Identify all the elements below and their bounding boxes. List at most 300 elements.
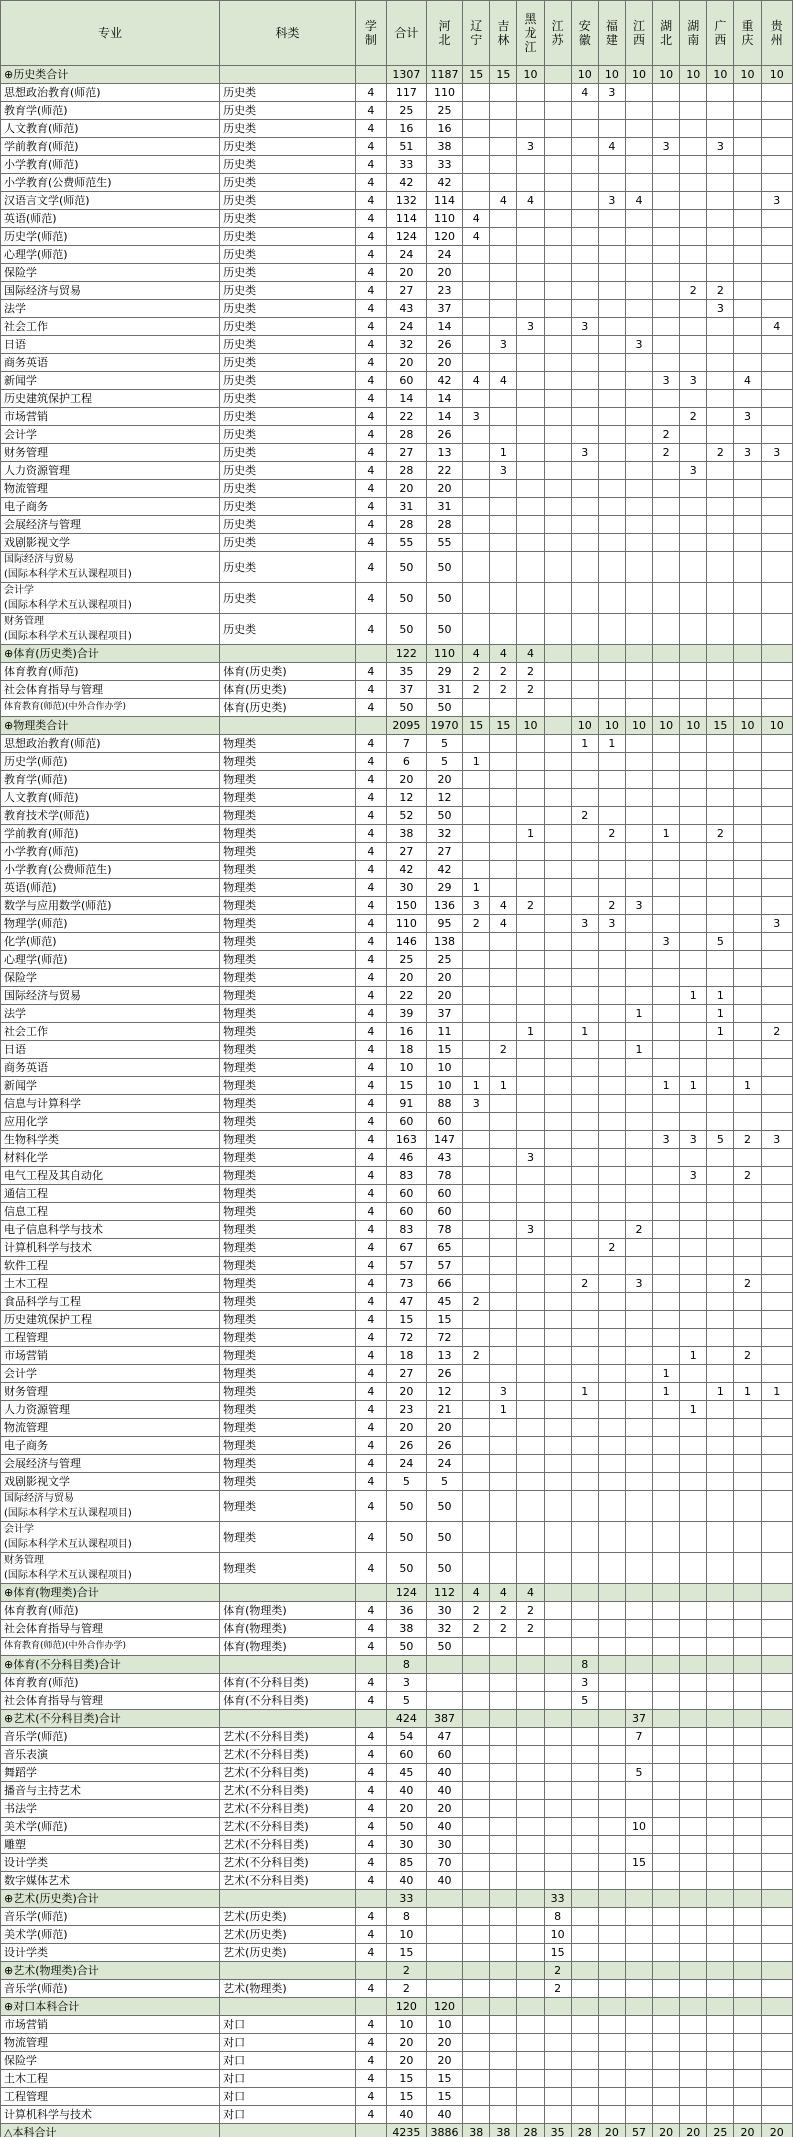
province-quota-cell <box>463 120 490 138</box>
major-cell: 思想政治教育(师范) <box>1 735 220 753</box>
province-quota-cell <box>680 1998 707 2016</box>
province-quota-cell: 26 <box>426 426 463 444</box>
category-cell: 物理类 <box>220 1113 356 1131</box>
province-quota-cell: 33 <box>426 156 463 174</box>
province-quota-cell <box>571 552 598 583</box>
province-quota-cell <box>463 1656 490 1674</box>
province-quota-cell: 10 <box>625 717 652 735</box>
province-quota-cell <box>653 1872 680 1890</box>
province-quota-cell: 10 <box>571 66 598 84</box>
province-quota-cell: 1 <box>734 1383 761 1401</box>
province-quota-cell <box>734 753 761 771</box>
province-quota-cell <box>761 1005 792 1023</box>
total-cell: 46 <box>387 1149 427 1167</box>
province-quota-cell: 47 <box>426 1728 463 1746</box>
province-quota-cell: 25 <box>426 951 463 969</box>
table-row <box>1 843 793 861</box>
province-quota-cell <box>490 1167 517 1185</box>
province-quota-cell: 20 <box>426 2034 463 2052</box>
years-cell: 4 <box>355 1944 386 1962</box>
years-cell: 4 <box>355 102 386 120</box>
province-quota-cell <box>680 1365 707 1383</box>
years-cell: 4 <box>355 1728 386 1746</box>
province-quota-cell <box>517 789 544 807</box>
province-quota-cell: 29 <box>426 879 463 897</box>
province-quota-cell <box>707 264 734 282</box>
province-quota-cell <box>653 174 680 192</box>
province-quota-cell <box>490 771 517 789</box>
province-quota-cell <box>625 156 652 174</box>
major-cell: 市场营销 <box>1 408 220 426</box>
province-quota-cell: 42 <box>426 861 463 879</box>
table-row <box>1 681 793 699</box>
province-quota-cell <box>761 699 792 717</box>
province-quota-cell <box>544 1059 571 1077</box>
table-row <box>1 1872 793 1890</box>
province-quota-cell <box>571 246 598 264</box>
province-quota-cell <box>761 1980 792 1998</box>
province-quota-cell <box>734 897 761 915</box>
province-quota-cell <box>653 861 680 879</box>
province-quota-cell: 2 <box>463 681 490 699</box>
province-quota-cell <box>544 264 571 282</box>
province-quota-cell <box>707 915 734 933</box>
category-cell: 历史类 <box>220 498 356 516</box>
province-quota-cell <box>761 1926 792 1944</box>
province-quota-cell <box>653 1980 680 1998</box>
province-quota-cell <box>544 843 571 861</box>
province-quota-cell <box>734 2106 761 2124</box>
province-quota-cell <box>463 1005 490 1023</box>
province-quota-cell: 1 <box>653 1077 680 1095</box>
category-cell: 物理类 <box>220 1023 356 1041</box>
major-cell: 播音与主持艺术 <box>1 1782 220 1800</box>
province-quota-cell <box>761 1257 792 1275</box>
years-cell: 4 <box>355 1329 386 1347</box>
major-cell: 社会体育指导与管理 <box>1 681 220 699</box>
province-quota-cell <box>761 1401 792 1419</box>
province-quota-cell <box>653 951 680 969</box>
province-quota-cell <box>625 426 652 444</box>
province-quota-cell <box>625 1980 652 1998</box>
province-quota-cell <box>625 282 652 300</box>
province-quota-cell: 3 <box>598 84 625 102</box>
province-quota-cell <box>707 210 734 228</box>
province-quota-cell: 136 <box>426 897 463 915</box>
province-quota-cell <box>517 1553 544 1584</box>
province-quota-cell: 2 <box>598 1239 625 1257</box>
category-cell: 历史类 <box>220 102 356 120</box>
category-cell: 对口 <box>220 2034 356 2052</box>
province-quota-cell <box>463 1419 490 1437</box>
province-quota-cell <box>734 915 761 933</box>
category-cell: 物理类 <box>220 1365 356 1383</box>
province-quota-cell <box>680 1962 707 1980</box>
province-quota-cell <box>490 1365 517 1383</box>
province-quota-cell <box>517 1836 544 1854</box>
province-quota-cell <box>598 1221 625 1239</box>
province-quota-cell <box>544 1293 571 1311</box>
province-quota-cell <box>598 1728 625 1746</box>
years-cell <box>355 1710 386 1728</box>
province-quota-cell <box>571 480 598 498</box>
total-cell: 14 <box>387 390 427 408</box>
province-quota-cell <box>517 444 544 462</box>
province-quota-cell <box>653 735 680 753</box>
province-quota-cell <box>463 2034 490 2052</box>
province-quota-cell <box>598 516 625 534</box>
major-cell: 物流管理 <box>1 2034 220 2052</box>
province-quota-cell <box>734 1674 761 1692</box>
province-quota-cell <box>707 1998 734 2016</box>
province-quota-cell: 2 <box>707 282 734 300</box>
province-quota-cell <box>598 843 625 861</box>
province-quota-cell <box>761 753 792 771</box>
province-quota-cell <box>463 1854 490 1872</box>
table-row <box>1 1746 793 1764</box>
total-cell: 15 <box>387 1944 427 1962</box>
province-quota-cell <box>544 1023 571 1041</box>
years-cell: 4 <box>355 2088 386 2106</box>
province-quota-cell <box>734 2016 761 2034</box>
category-cell <box>220 717 356 735</box>
province-quota-cell <box>653 1419 680 1437</box>
major-cell: 美术学(师范) <box>1 1818 220 1836</box>
province-quota-cell <box>680 1185 707 1203</box>
years-cell: 4 <box>355 2070 386 2088</box>
province-quota-cell: 1 <box>734 1077 761 1095</box>
province-quota-cell: 10 <box>653 66 680 84</box>
province-quota-cell: 15 <box>426 1311 463 1329</box>
category-cell: 艺术(历史类) <box>220 1944 356 1962</box>
category-cell: 物理类 <box>220 1041 356 1059</box>
province-quota-cell <box>653 1836 680 1854</box>
province-quota-cell <box>544 614 571 645</box>
province-quota-cell <box>598 480 625 498</box>
province-quota-cell <box>544 426 571 444</box>
province-quota-cell: 28 <box>517 2124 544 2137</box>
province-quota-cell: 50 <box>426 614 463 645</box>
province-quota-cell <box>544 1656 571 1674</box>
category-cell: 艺术(不分科目类) <box>220 1764 356 1782</box>
province-quota-cell <box>598 879 625 897</box>
province-quota-cell <box>761 771 792 789</box>
province-quota-cell <box>653 1602 680 1620</box>
table-row <box>1 1455 793 1473</box>
province-quota-cell <box>571 156 598 174</box>
table-row <box>1 2106 793 2124</box>
province-quota-cell: 20 <box>680 2124 707 2137</box>
table-row <box>1 300 793 318</box>
province-quota-cell <box>680 951 707 969</box>
years-cell <box>355 66 386 84</box>
province-quota-cell <box>761 1656 792 1674</box>
province-quota-cell <box>571 462 598 480</box>
province-quota-cell: 2 <box>707 825 734 843</box>
province-quota-cell <box>490 1926 517 1944</box>
province-quota-cell <box>680 897 707 915</box>
total-cell: 2 <box>387 1980 427 1998</box>
province-quota-cell: 4 <box>571 84 598 102</box>
header-province: 辽宁 <box>463 1 490 66</box>
province-quota-cell <box>463 264 490 282</box>
province-quota-cell <box>517 1746 544 1764</box>
province-quota-cell <box>571 1203 598 1221</box>
province-quota-cell: 3 <box>517 1149 544 1167</box>
years-cell: 4 <box>355 1818 386 1836</box>
province-quota-cell <box>463 1149 490 1167</box>
province-quota-cell <box>707 1329 734 1347</box>
province-quota-cell: 2 <box>734 1131 761 1149</box>
province-quota-cell: 30 <box>426 1602 463 1620</box>
province-quota-cell <box>490 390 517 408</box>
province-quota-cell <box>653 1347 680 1365</box>
category-cell: 物理类 <box>220 789 356 807</box>
province-quota-cell <box>598 681 625 699</box>
province-quota-cell: 50 <box>426 552 463 583</box>
province-quota-cell <box>544 1455 571 1473</box>
years-cell: 4 <box>355 1185 386 1203</box>
table-row <box>1 825 793 843</box>
province-quota-cell: 2 <box>463 1620 490 1638</box>
province-quota-cell <box>734 1944 761 1962</box>
province-quota-cell <box>625 1203 652 1221</box>
province-quota-cell <box>734 282 761 300</box>
province-quota-cell <box>544 1185 571 1203</box>
province-quota-cell <box>707 426 734 444</box>
province-quota-cell <box>680 699 707 717</box>
province-quota-cell: 2 <box>625 1221 652 1239</box>
province-quota-cell <box>761 1800 792 1818</box>
province-quota-cell <box>707 1944 734 1962</box>
province-quota-cell: 43 <box>426 1149 463 1167</box>
province-quota-cell <box>761 897 792 915</box>
category-cell: 历史类 <box>220 246 356 264</box>
province-quota-cell <box>653 1239 680 1257</box>
province-quota-cell <box>707 1257 734 1275</box>
major-cell: 日语 <box>1 1041 220 1059</box>
major-cell: 生物科学类 <box>1 1131 220 1149</box>
years-cell: 4 <box>355 246 386 264</box>
province-quota-cell <box>707 102 734 120</box>
province-quota-cell: 10 <box>517 66 544 84</box>
province-quota-cell: 37 <box>426 1005 463 1023</box>
province-quota-cell <box>517 516 544 534</box>
province-quota-cell: 12 <box>426 1383 463 1401</box>
province-quota-cell <box>707 645 734 663</box>
province-quota-cell <box>571 771 598 789</box>
category-cell: 体育(物理类) <box>220 1620 356 1638</box>
category-cell: 历史类 <box>220 84 356 102</box>
province-quota-cell: 2 <box>761 1023 792 1041</box>
major-cell: 计算机科学与技术 <box>1 2106 220 2124</box>
category-cell: 物理类 <box>220 807 356 825</box>
province-quota-cell <box>598 583 625 614</box>
province-quota-cell <box>490 1746 517 1764</box>
province-quota-cell <box>680 1908 707 1926</box>
province-quota-cell <box>463 614 490 645</box>
province-quota-cell: 10 <box>426 2016 463 2034</box>
province-quota-cell <box>463 1890 490 1908</box>
province-quota-cell: 3 <box>707 138 734 156</box>
province-quota-cell: 1 <box>490 1401 517 1419</box>
province-quota-cell <box>734 825 761 843</box>
province-quota-cell <box>761 1620 792 1638</box>
province-quota-cell <box>707 1800 734 1818</box>
province-quota-cell <box>680 264 707 282</box>
province-quota-cell <box>598 1167 625 1185</box>
province-quota-cell <box>734 426 761 444</box>
province-quota-cell <box>707 390 734 408</box>
province-quota-cell: 4 <box>490 645 517 663</box>
province-quota-cell <box>463 498 490 516</box>
group-total-row <box>1 1962 793 1980</box>
province-quota-cell: 88 <box>426 1095 463 1113</box>
province-quota-cell <box>571 120 598 138</box>
province-quota-cell <box>598 390 625 408</box>
province-quota-cell: 10 <box>625 1818 652 1836</box>
category-cell <box>220 66 356 84</box>
province-quota-cell <box>653 1620 680 1638</box>
province-quota-cell: 1 <box>680 1347 707 1365</box>
province-quota-cell <box>734 174 761 192</box>
province-quota-cell: 15 <box>426 2070 463 2088</box>
total-cell: 124 <box>387 1584 427 1602</box>
table-row <box>1 282 793 300</box>
province-quota-cell <box>490 480 517 498</box>
province-quota-cell <box>490 735 517 753</box>
province-quota-cell: 2 <box>544 1962 571 1980</box>
province-quota-cell: 1 <box>598 735 625 753</box>
province-quota-cell: 20 <box>734 2124 761 2137</box>
total-cell: 83 <box>387 1167 427 1185</box>
province-quota-cell <box>734 645 761 663</box>
province-quota-cell <box>598 1980 625 1998</box>
province-quota-cell: 26 <box>426 336 463 354</box>
province-quota-cell <box>517 426 544 444</box>
major-cell: 小学教育(公费师范生) <box>1 174 220 192</box>
province-quota-cell <box>598 1908 625 1926</box>
province-quota-cell <box>598 318 625 336</box>
province-quota-cell <box>761 408 792 426</box>
province-quota-cell: 15 <box>490 66 517 84</box>
province-quota-cell <box>544 138 571 156</box>
province-quota-cell <box>517 843 544 861</box>
province-quota-cell: 3 <box>571 915 598 933</box>
province-quota-cell <box>598 1800 625 1818</box>
province-quota-cell <box>463 987 490 1005</box>
province-quota-cell <box>490 699 517 717</box>
province-quota-cell <box>463 1329 490 1347</box>
province-quota-cell <box>680 1113 707 1131</box>
header-province: 江苏 <box>544 1 571 66</box>
province-quota-cell <box>734 699 761 717</box>
province-quota-cell <box>761 583 792 614</box>
province-quota-cell <box>544 1257 571 1275</box>
province-quota-cell <box>571 1980 598 1998</box>
province-quota-cell <box>517 210 544 228</box>
province-quota-cell <box>734 462 761 480</box>
province-quota-cell <box>598 1710 625 1728</box>
category-cell: 物理类 <box>220 1221 356 1239</box>
province-quota-cell <box>517 614 544 645</box>
table-row <box>1 354 793 372</box>
category-cell: 历史类 <box>220 192 356 210</box>
province-quota-cell <box>571 102 598 120</box>
total-cell: 47 <box>387 1293 427 1311</box>
category-cell: 物理类 <box>220 969 356 987</box>
province-quota-cell <box>571 282 598 300</box>
category-cell: 体育(不分科目类) <box>220 1692 356 1710</box>
province-quota-cell: 2 <box>734 1275 761 1293</box>
years-cell: 4 <box>355 771 386 789</box>
category-cell: 物理类 <box>220 1167 356 1185</box>
province-quota-cell <box>625 1890 652 1908</box>
province-quota-cell <box>761 1890 792 1908</box>
province-quota-cell <box>598 1203 625 1221</box>
province-quota-cell: 10 <box>680 66 707 84</box>
province-quota-cell <box>490 1522 517 1553</box>
province-quota-cell: 3 <box>761 192 792 210</box>
province-quota-cell <box>598 951 625 969</box>
table-row <box>1 1167 793 1185</box>
years-cell: 4 <box>355 210 386 228</box>
province-quota-cell <box>598 1491 625 1522</box>
province-quota-cell: 1 <box>571 1383 598 1401</box>
province-quota-cell: 57 <box>426 1257 463 1275</box>
province-quota-cell <box>463 552 490 583</box>
province-quota-cell: 60 <box>426 1746 463 1764</box>
province-quota-cell <box>490 1728 517 1746</box>
province-quota-cell: 28 <box>571 2124 598 2137</box>
province-quota-cell <box>490 1347 517 1365</box>
province-quota-cell <box>544 951 571 969</box>
province-quota-cell: 4 <box>517 1584 544 1602</box>
header-province: 黑龙江 <box>517 1 544 66</box>
province-quota-cell <box>653 2088 680 2106</box>
province-quota-cell: 3 <box>625 897 652 915</box>
province-quota-cell <box>490 1419 517 1437</box>
province-quota-cell <box>490 969 517 987</box>
province-quota-cell <box>625 462 652 480</box>
province-quota-cell <box>707 1908 734 1926</box>
province-quota-cell: 45 <box>426 1293 463 1311</box>
province-quota-cell: 1 <box>625 1041 652 1059</box>
province-quota-cell: 1 <box>653 1383 680 1401</box>
province-quota-cell <box>625 1401 652 1419</box>
province-quota-cell <box>426 1926 463 1944</box>
province-quota-cell: 4 <box>490 915 517 933</box>
province-quota-cell <box>571 1329 598 1347</box>
major-cell: 软件工程 <box>1 1257 220 1275</box>
province-quota-cell <box>571 300 598 318</box>
province-quota-cell <box>625 1553 652 1584</box>
years-cell: 4 <box>355 1746 386 1764</box>
province-quota-cell <box>463 516 490 534</box>
province-quota-cell <box>517 1656 544 1674</box>
province-quota-cell <box>761 879 792 897</box>
years-cell: 4 <box>355 1293 386 1311</box>
province-quota-cell <box>680 1095 707 1113</box>
province-quota-cell <box>571 1401 598 1419</box>
province-quota-cell <box>544 2106 571 2124</box>
province-quota-cell <box>734 1728 761 1746</box>
total-cell: 40 <box>387 1782 427 1800</box>
province-quota-cell <box>653 1329 680 1347</box>
province-quota-cell <box>490 354 517 372</box>
province-quota-cell <box>544 1728 571 1746</box>
province-quota-cell <box>680 1059 707 1077</box>
